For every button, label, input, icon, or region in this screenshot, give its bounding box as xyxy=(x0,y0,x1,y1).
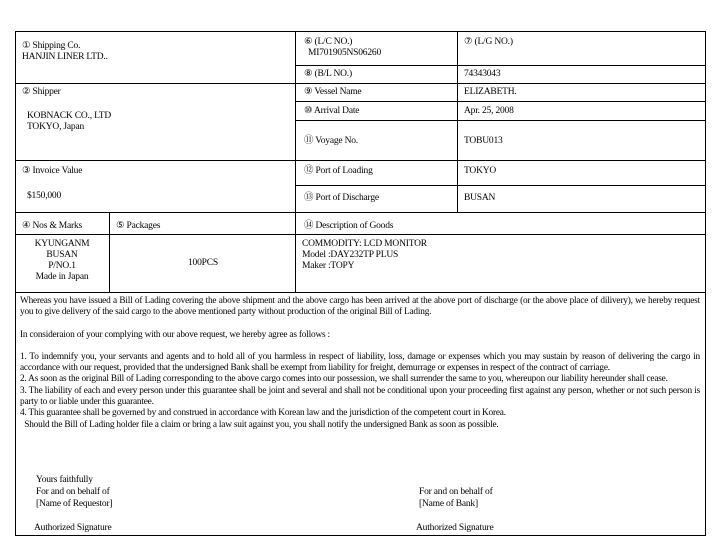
clause-3: 3. The liability of each and every person under this guarantee shall be joint and several and shall not be conditional upon your proceeding first against any person, whether or not such person is party to or liable under this guarantee. xyxy=(20,385,700,408)
right-authorized-signature: Authorized Signature xyxy=(416,523,494,533)
invoice-value: $150,000 xyxy=(27,191,62,201)
goods-line: Model :DAY232TP PLUS xyxy=(302,250,399,260)
shipper-line2: TOKYO, Japan xyxy=(27,122,85,132)
lg-no-label: ⑦ (L/G NO.) xyxy=(464,37,513,47)
port-of-discharge-value: BUSAN xyxy=(464,193,496,203)
marks-label: ④ Nos & Marks xyxy=(22,221,83,231)
goods-list xyxy=(302,239,427,272)
port-of-loading-label: ⑫ Port of Loading xyxy=(304,166,373,176)
clause-4: 4. This guarantee shall be governed by and construed in accordance with Korean law and the jurisdiction of the competent court in Korea. xyxy=(20,408,506,419)
vessel-name-value: ELIZABETH. xyxy=(464,87,517,97)
divider xyxy=(15,234,705,235)
border-right xyxy=(705,31,706,536)
right-behalf: For and on behalf of xyxy=(419,487,493,497)
shipper-line1: KOBNACK CO., LTD xyxy=(27,111,112,121)
divider xyxy=(15,292,705,293)
divider xyxy=(295,185,705,186)
clause-2: 2. As soon as the original Bill of Lading corresponding to the above cargo comes into our possession, we shall surrender the same to you, whereupon our liability hereunder shall cease. xyxy=(20,374,668,385)
shipper-label: ② Shipper xyxy=(22,87,61,97)
divider xyxy=(295,65,705,66)
border-bottom xyxy=(15,535,705,536)
goods-line: COMMODITY: LCD MONITOR xyxy=(302,239,427,249)
shipping-co-label: ① Shipping Co. xyxy=(22,41,81,51)
left-behalf: For and on behalf of xyxy=(36,487,110,497)
invoice-value-label: ③ Invoice Value xyxy=(22,166,83,176)
marks-line: Made in Japan xyxy=(35,272,89,282)
arrival-date-label: ⑩ Arrival Date xyxy=(304,106,360,116)
yours-faithfully: Yours faithfully xyxy=(36,475,93,485)
port-of-loading-value: TOKYO xyxy=(464,166,497,176)
divider xyxy=(109,212,110,292)
vessel-name-label: ⑨ Vessel Name xyxy=(304,87,362,97)
divider xyxy=(295,120,705,121)
packages-value: 100PCS xyxy=(188,258,218,268)
divider xyxy=(295,101,705,102)
left-authorized-signature: Authorized Signature xyxy=(34,523,112,533)
arrival-date-value: Apr. 25, 2008 xyxy=(464,106,514,116)
lc-no-label: ⑥ (L/C NO.) xyxy=(304,37,353,47)
lc-no-value: MI701905NS06260 xyxy=(308,48,382,58)
bank-name: [Name of Bank] xyxy=(419,499,478,509)
goods-line: Maker :TOPY xyxy=(302,261,355,271)
marks-line: P/NO.1 xyxy=(48,261,76,271)
requestor-name: [Name of Requestor] xyxy=(36,499,113,509)
voyage-no-value: TOBU013 xyxy=(464,136,503,146)
clause-4-note: Should the Bill of Lading holder file a claim or bring a law suit against you, you shall notify the undersigned Bank as soon as possible. xyxy=(20,419,499,430)
guarantee-text xyxy=(20,296,700,431)
marks-line: KYUNGANM xyxy=(34,239,90,249)
port-of-discharge-label: ⑬ Port of Discharge xyxy=(304,193,379,203)
consideration-paragraph: In consideraion of your complying with our above request, we hereby agree as follows : xyxy=(20,329,330,340)
goods-label: ⑭ Description of Goods xyxy=(304,221,394,231)
divider xyxy=(15,212,705,213)
clause-1: 1. To indemnify you, your servants and agents and to hold all of you harmless in respect of liability, loss, damage or expenses which you may sustain by reason of delivering the cargo in accordance with our request, provided that the undersigned Bank shall be exempt from liability for freight, demurrage or expenses in respect of the contract of carriage. xyxy=(20,351,700,374)
marks-line: BUSAN xyxy=(46,250,78,260)
border-left xyxy=(15,31,16,536)
border-top xyxy=(15,31,705,32)
divider xyxy=(15,83,705,84)
request-paragraph: Whereas you have issued a Bill of Lading covering the above shipment and the above cargo has been arrived at the above port of discharge (or the above place of dilivery), we hereby request you to give delivery of the said cargo to the above mentioned party without production of the original Bill of Lading. xyxy=(20,296,700,318)
voyage-no-label: ⑪ Voyage No. xyxy=(304,136,358,146)
bl-no-value: 74343043 xyxy=(464,69,501,79)
shipping-co-value: HANJIN LINER LTD.. xyxy=(22,52,108,62)
divider xyxy=(295,31,296,292)
divider xyxy=(15,160,705,161)
marks-list xyxy=(15,239,109,283)
bl-no-label: ⑧ (B/L NO.) xyxy=(304,69,352,79)
packages-label: ⑤ Packages xyxy=(116,221,161,231)
